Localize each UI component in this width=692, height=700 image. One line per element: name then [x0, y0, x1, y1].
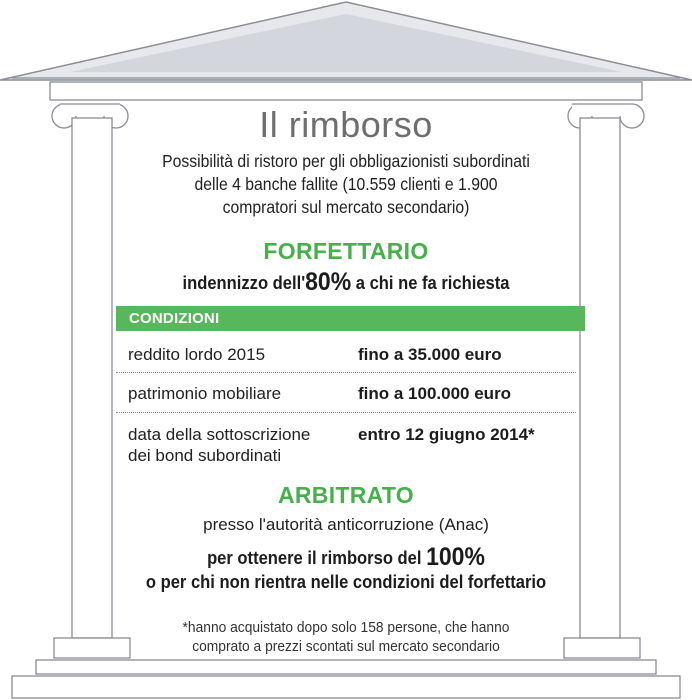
condition-value-assets: fino a 100.000 euro: [358, 384, 512, 403]
arbitrato-bold-before: per ottenere il rimborso del: [207, 548, 427, 568]
intro-line-1: Possibilità di ristoro per gli obbligazionisti subordinati: [162, 151, 530, 171]
forfettario-percentage: 80%: [305, 268, 352, 296]
condition-label-income: reddito lordo 2015: [128, 345, 266, 364]
temple-roof: [0, 2, 692, 80]
temple-base: [12, 660, 680, 698]
conditions-label: CONDIZIONI: [129, 310, 220, 327]
conditions-header-bar: [116, 306, 585, 331]
temple-entablature: [50, 82, 642, 100]
right-column: [564, 104, 644, 658]
arbitrato-details-line-2: o per chi non rientra nelle condizioni del forfettario: [145, 572, 547, 592]
arbitrato-details-line-1: [120, 545, 573, 570]
arbitrato-subtitle: presso l'autorità anticorruzione (Anac): [203, 515, 489, 534]
condition-label-assets: patrimonio mobiliare: [128, 384, 282, 403]
condition-value-date: entro 12 giugno 2014*: [358, 425, 535, 444]
intro-line-2: delle 4 banche fallite (10.559 clienti e 1.900: [194, 174, 498, 194]
arbitrato-details: [120, 545, 573, 594]
intro-line-3: compratori sul mercato secondario): [222, 197, 470, 217]
row-divider: [116, 372, 576, 373]
footnote-line-1: *hanno acquistato dopo solo 158 persone, che hanno: [182, 619, 510, 636]
row-divider: [116, 412, 576, 413]
condition-value-income: fino a 35.000 euro: [358, 345, 502, 364]
condition-label-date-line-1: data della sottoscrizione: [128, 425, 311, 444]
forfettario-subtitle: [120, 268, 573, 297]
page-title: Il rimborso: [259, 104, 433, 145]
forfettario-heading: FORFETTARIO: [263, 238, 429, 264]
footnote: [120, 618, 573, 656]
condition-label-date: [128, 424, 310, 466]
left-column: [52, 104, 130, 658]
forfettario-sub-after: a chi ne fa richiesta: [351, 273, 510, 293]
condition-label-date-line-2: dei bond subordinati: [128, 446, 282, 465]
arbitrato-heading: ARBITRATO: [277, 482, 414, 508]
arbitrato-percentage: 100%: [426, 543, 485, 571]
footnote-line-2: comprato a prezzi scontati sul mercato secondario: [192, 638, 500, 655]
forfettario-sub-before: indennizzo dell': [182, 273, 306, 293]
intro-text: [125, 150, 568, 219]
